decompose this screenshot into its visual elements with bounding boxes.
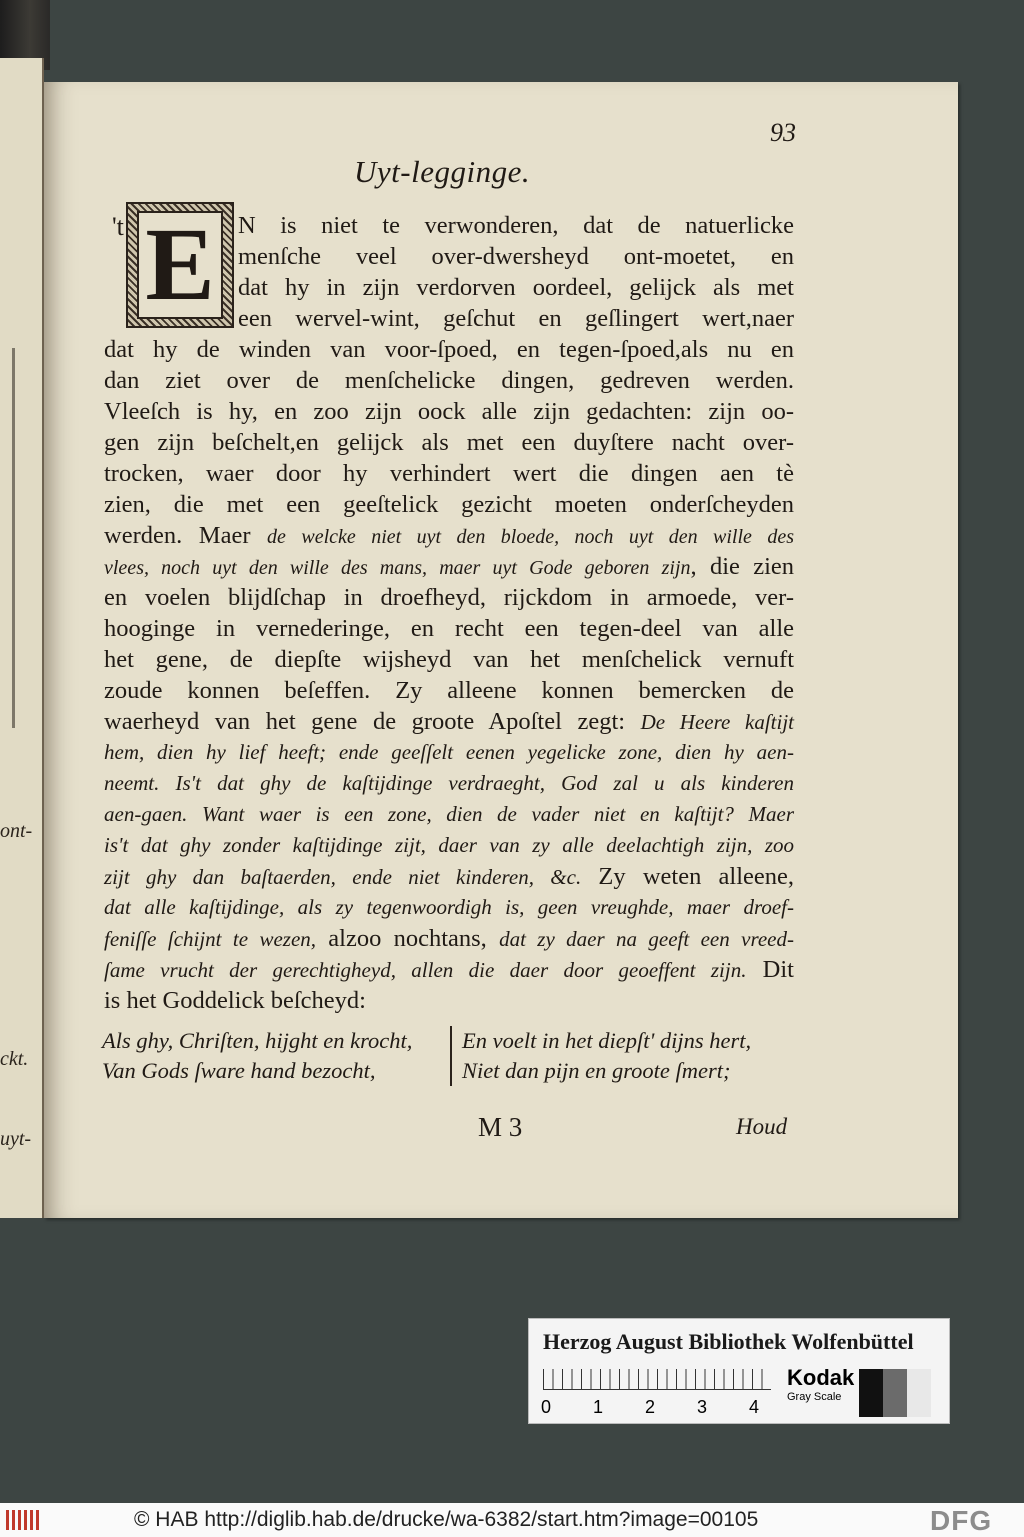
scale-number: 3 [697,1397,708,1417]
text-line: en voelen blijdſchap in droefheyd, rijckdom in armoede, ver- [104,584,794,611]
hab-logo-icon [6,1510,40,1530]
text-run: Dit [746,956,794,983]
dfg-logo: DFG [930,1505,993,1536]
italic-quote: de welcke niet uyt den bloede, noch uyt den wille des [267,526,794,548]
verse-right [450,1026,751,1086]
italic-quote: dat zy daer na geeft een vreed- [499,927,794,951]
text-line [104,706,794,737]
footer-bar [0,1503,1024,1537]
italic-line: hem, dien hy lief heeft; ende geeſſelt eenen yegelicke zone, dien hy aen- [104,740,794,764]
running-head: Uyt-legginge. [354,154,531,189]
book-page [44,82,958,1218]
left-page-edge [0,58,44,1218]
scale-number: 1 [593,1397,604,1417]
gray-scale-label: Gray Scale [787,1391,842,1403]
text-line: is het Goddelick beſcheyd: [104,987,366,1014]
text-line [104,954,794,985]
left-fragment: ckt. [0,1048,29,1070]
institution-label: Herzog August Bibliothek Wolfenbüttel [543,1329,914,1354]
text-line: hooginge in vernederinge, en recht een tegen-deel van alle [104,615,794,642]
text-line [104,520,794,551]
italic-line: aen-gaen. Want waer is een zone, dien de vader niet en kaſtijt? Maer [104,802,794,826]
text-line: een wervel-wint, geſchut en geſlingert wert,naer [238,305,794,332]
text-run: Zy weten alleene, [581,863,794,890]
text-line: menſche veel over-dwersheyd ont-moetet, en [238,243,794,270]
text-line: trocken, waer door hy verhindert wert die dingen aen tè [104,460,794,487]
verse-left [102,1026,412,1086]
decorated-initial [126,202,234,328]
italic-quote: De Heere kaſtijt [640,710,794,734]
text-line: dan ziet over de menſchelicke dingen, gedreven werden. [104,367,794,394]
scale-number: 0 [541,1397,552,1417]
gray-swatch-black [859,1369,883,1417]
scale-ruler [543,1369,771,1390]
text-run: alzoo nochtans, [316,925,500,952]
signature-mark: M 3 [478,1112,523,1142]
kodak-brand: Kodak [787,1365,855,1390]
scale-number: 4 [749,1397,760,1417]
text-line: het gene, de diepſte wijsheyd van het menſchelick vernuft [104,646,794,673]
gray-swatch-mid [883,1369,907,1417]
italic-quote: feniſſe ſchijnt te wezen, [104,927,317,951]
text-run: , die zien [690,553,794,580]
catchword: Houd [736,1114,788,1139]
italic-quote: ſame vrucht der gerechtigheyd, allen die daer door geoeffent zijn. [104,958,747,982]
text-line: dat hy de winden van voor-ſpoed, en tegen-ſpoed,als nu en [104,336,794,363]
verse-line: Van Gods ſware hand bezocht, [102,1058,376,1083]
apostrophe-t: 't [112,212,124,241]
text-line: dat hy in zijn verdorven oordeel, gelijck als met [238,274,794,301]
text-line: zien, die met een geeſtelick gezicht moeten onderſcheyden [104,491,794,518]
text-line: N is niet te verwonderen, dat de natuerlicke [238,212,794,239]
text-line [104,551,794,582]
text-line [104,861,794,892]
scale-number: 2 [645,1397,656,1417]
text-line [104,923,794,954]
text-run: waerheyd van het gene de groote Apoſtel zegt: [104,708,641,735]
verse-line: En voelt in het diepſt' dijns hert, [462,1028,752,1053]
italic-quote: vlees, noch uyt den wille des mans, maer uyt Gode geboren zijn [104,557,691,579]
verse-line: Niet dan pijn en groote ſmert; [462,1058,731,1083]
italic-line: dat alle kaſtijdinge, als zy tegenwoordigh is, geen vreughde, maer droef- [104,895,794,919]
left-fragment: ont- [0,820,33,842]
page-number: 93 [770,118,796,147]
gray-swatch-light [907,1369,931,1417]
italic-line: neemt. Is't dat ghy de kaſtijdinge verdraeght, God zal u als kinderen [104,771,794,795]
text-run: werden. Maer [104,522,268,549]
initial-letter: E [137,211,222,319]
verse-line: Als ghy, Chriſten, hijght en krocht, [102,1028,413,1053]
italic-line: is't dat ghy zonder kaſtijdinge zijt, daer van zy alle deelachtigh zijn, zoo [104,833,794,857]
left-fragment: uyt- [0,1128,32,1150]
text-line: zoude konnen beſeffen. Zy alleene konnen bemercken de [104,677,794,704]
text-line: gen zijn beſchelt,en gelijck als met een duyſtere nacht over- [104,429,794,456]
citation-link[interactable]: © HAB http://diglib.hab.de/drucke/wa-6382/start.htm?image=00105 [134,1508,759,1531]
color-target [528,1318,950,1424]
left-page-engraving [0,348,15,728]
italic-quote: zijt ghy dan baſtaerden, ende niet kinderen, &c. [104,865,582,889]
text-line: Vleeſch is hy, en zoo zijn oock alle zijn gedachten: zijn oo- [104,398,794,425]
